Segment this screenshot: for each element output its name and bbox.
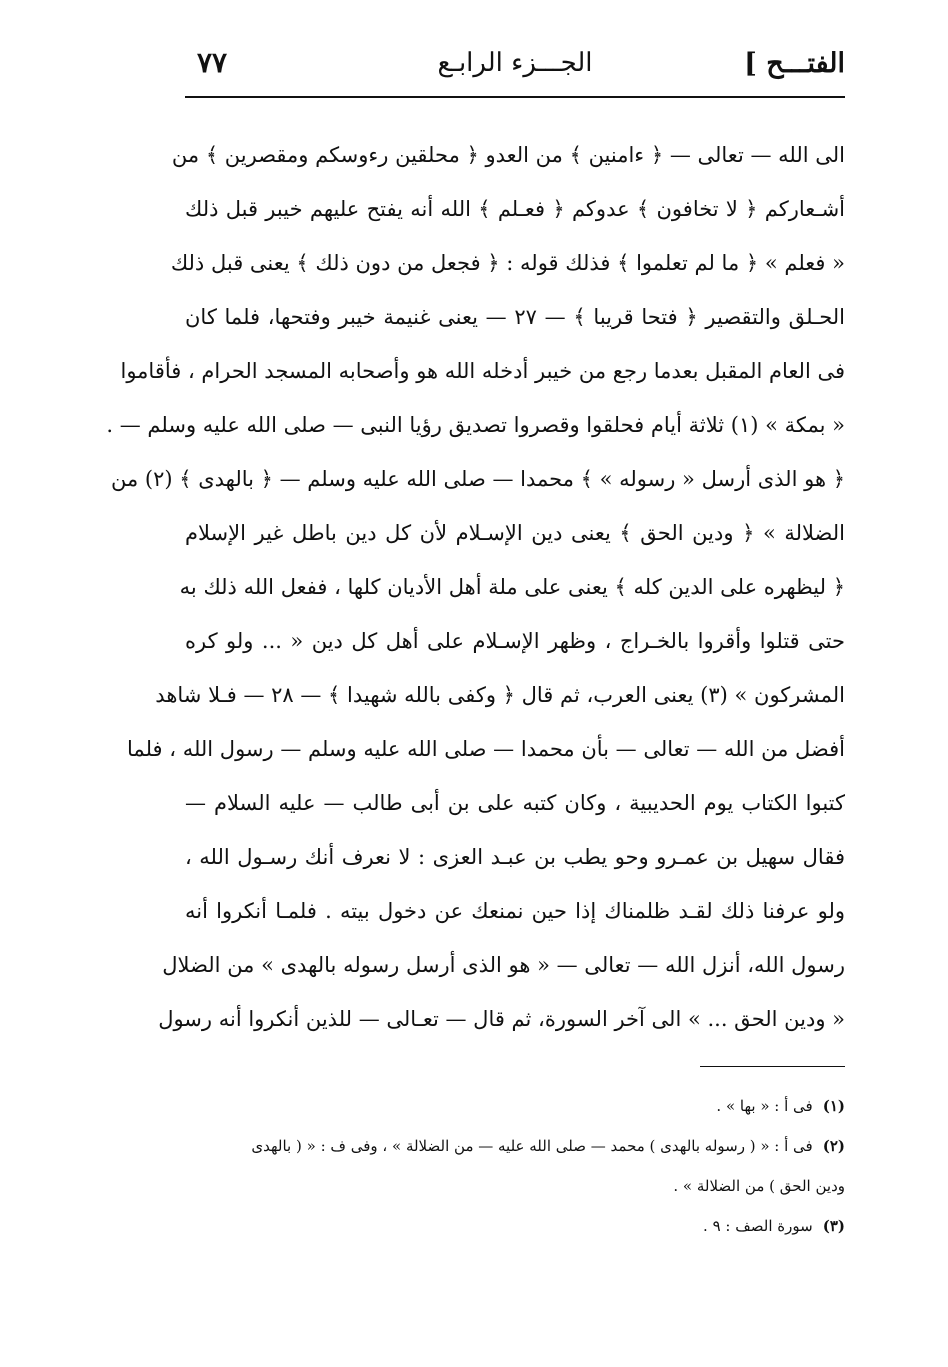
text-line: ﴿ ليظهره على الدين كله ﴾ يعنى على ملة أهل الأديان كلها ، ففعل الله ذلك به — [179, 575, 845, 599]
text-line: « بمكة » (١) ثلاثة أيام فحلقوا وقصروا تصديق رؤيا النبى — صلى الله عليه وسلم — . — [106, 413, 845, 437]
chapter-title: الفتـــح ] — [744, 48, 845, 79]
text-line: حتى قتلوا وأقروا بالخـراج ، وظهر الإسـلام على أهل كل دين « ... ولو كره — [185, 629, 845, 653]
footnote-number: (١) — [822, 1097, 845, 1115]
main-text — [106, 128, 845, 1046]
footnote-separator — [700, 1066, 845, 1067]
header-rule — [185, 96, 845, 98]
text-line: أفضل من الله — تعالى — بأن محمدا — صلى الله عليه وسلم — رسول الله ، فلما — [127, 737, 845, 761]
running-header — [185, 40, 845, 96]
text-line: ﴿ هو الذى أرسل « رسوله » ﴾ محمدا — صلى الله عليه وسلم — ﴿ بالهدى ﴾ (٢) من — [110, 467, 845, 491]
footnote-2-continuation: ودين الحق ) من الضلالة » . — [673, 1177, 845, 1195]
footnote-number: (٢) — [822, 1137, 845, 1155]
text-line: الحـلق والتقصير ﴿ فتحا قريبا ﴾ — ٢٧ — يعنى غنيمة خيبر وفتحها، فلما كان — [185, 305, 845, 329]
page-number: ٧٧ — [197, 46, 228, 79]
footnote-2 — [185, 1126, 845, 1166]
footnote-number: (٣) — [822, 1217, 845, 1235]
text-line: « فعلم » ﴿ ما لم تعلموا ﴾ فذلك قوله : ﴿ فجعل من دون ذلك ﴾ يعنى قبل ذلك — [170, 251, 845, 275]
text-line: ولو عرفنا ذلك لقـد ظلمناك إذا حين نمنعك عن دخول بيته . فلمـا أنكروا أنه — [185, 899, 845, 923]
text-line: فى العام المقبل بعدما رجع من خيبر أدخله الله هو وأصحابه المسجد الحرام ، فأقاموا — [120, 359, 845, 383]
text-line: الى الله — تعالى — ﴿ ءامنين ﴾ من العدو ﴿ محلقين رءوسكم ومقصرين ﴾ من — [171, 143, 845, 167]
part-title: الجـــزء الرابـع — [437, 48, 593, 78]
text-line: المشركون » (٣) يعنى العرب، ثم قال ﴿ وكفى بالله شهيدا ﴾ — ٢٨ — فـلا شاهد — [155, 683, 845, 707]
text-line: « ودين الحق ... » الى آخر السورة، ثم قال — تعـالى — للذين أنكروا أنه رسول — [158, 1007, 845, 1031]
footnote-text: فى أ : « بها » . — [716, 1097, 813, 1115]
text-line: كتبوا الكتاب يوم الحديبية ، وكان كتبه على بن أبى طالب — عليه السلام — — [185, 791, 845, 815]
footnote-text: سورة الصف : ٩ . — [703, 1217, 813, 1235]
text-line: فقال سهيل بن عمـرو وحو يطب بن عبـد العزى : لا نعرف أنك رسـول الله ، — [185, 845, 845, 869]
text-line: الضلالة » ﴿ ودين الحق ﴾ يعنى دين الإسـلام لأن كل دين باطل غير الإسلام — [185, 521, 845, 545]
text-line: رسول الله، أنزل الله — تعالى — « هو الذى أرسل رسوله بالهدى » من الضلال — [162, 953, 845, 977]
footnote-text: فى أ : « ( رسوله بالهدى ) محمد — صلى الله عليه — من الضلالة » ، وفى ف : « ( بالهدى — [251, 1137, 813, 1155]
footnote-3 — [185, 1206, 845, 1246]
text-line: أشـعاركم ﴿ لا تخافون ﴾ عدوكم ﴿ فعـلم ﴾ الله أنه يفتح عليهم خيبر قبل ذلك — [185, 197, 845, 221]
footnotes — [185, 1086, 845, 1246]
footnote-1 — [185, 1086, 845, 1126]
